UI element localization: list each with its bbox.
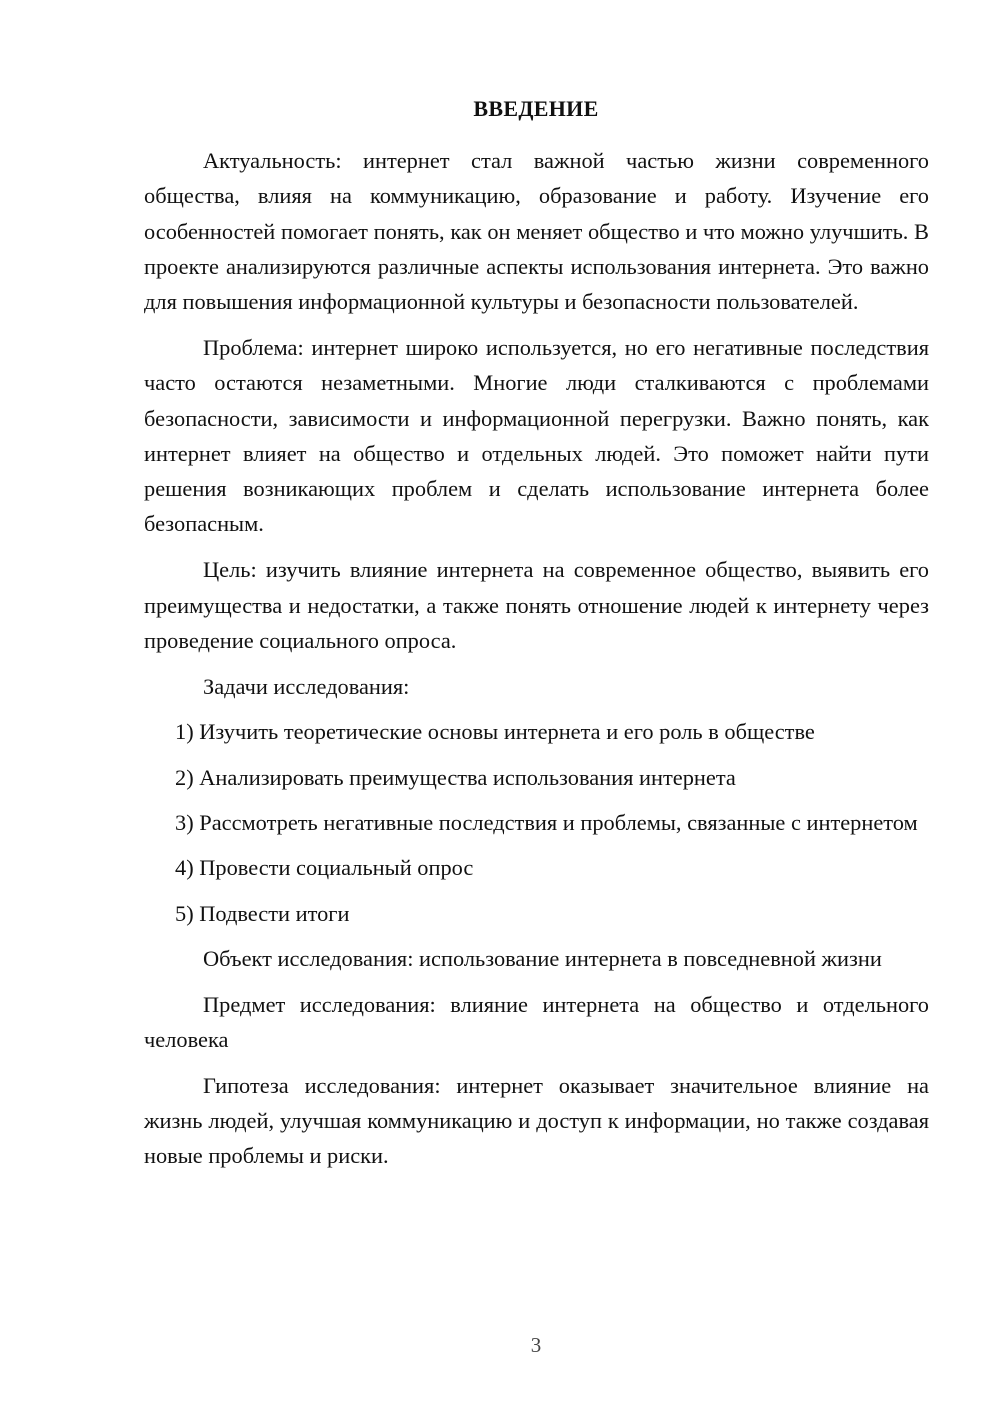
object-paragraph: Объект исследования: использование интернета в повседневной жизни — [203, 945, 882, 971]
hypothesis-paragraph: Гипотеза исследования: интернет оказывает значительное влияние на жизнь людей, улучшая коммуникацию и доступ к информации, но также создавая новые проблемы и риски. — [144, 1072, 929, 1169]
task-item: 2) Анализировать преимущества использования интернета — [175, 764, 736, 790]
page-title: ВВЕДЕНИЕ — [473, 96, 599, 121]
relevance-paragraph: Актуальность: интернет стал важной частью жизни современного общества, влияя на коммуникацию, образование и работу. Изучение его особенностей помогает понять, как он меняет общество и что можно улучшить. В проекте анализируются различные аспекты использования интернета. Это важно для повышения информационной культуры и безопасности пользователей. — [144, 148, 929, 315]
tasks-heading: Задачи исследования: — [203, 673, 410, 699]
task-item: 1) Изучить теоретические основы интернета и его роль в обществе — [175, 719, 815, 745]
page-number: 3 — [530, 1333, 542, 1357]
goal-paragraph: Цель: изучить влияние интернета на современное общество, выявить его преимущества и недостатки, а также понять отношение людей к интернету через проведение социального опроса. — [144, 557, 929, 653]
problem-paragraph: Проблема: интернет широко используется, но его негативные последствия часто остаются незаметными. Многие люди сталкиваются с проблемами безопасности, зависимости и информационной перегрузки. Важно понять, как интернет влияет на общество и отдельных людей. Это поможет найти пути решения возникающих проблем и сделать использование интернета более безопасным. — [144, 334, 929, 537]
document-body — [144, 143, 929, 1184]
task-item: 5) Подвести итоги — [175, 900, 350, 926]
task-item: 4) Провести социальный опрос — [175, 855, 474, 881]
subject-paragraph: Предмет исследования: влияние интернета на общество и отдельного человека — [144, 991, 929, 1053]
task-item: 3) Рассмотреть негативные последствия и проблемы, связанные с интернетом — [175, 810, 918, 836]
